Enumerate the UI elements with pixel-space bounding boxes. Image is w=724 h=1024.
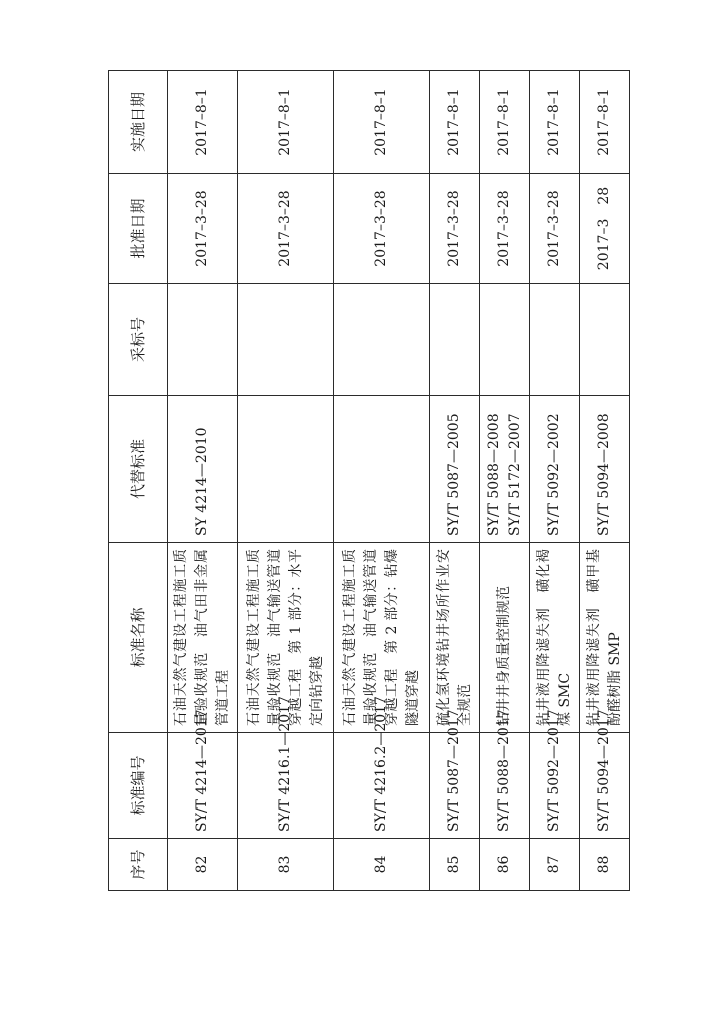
row-replaces: [530, 396, 580, 543]
row-approved: 2017–3–28: [168, 174, 238, 284]
replaced-standard: SY/T 5094—2008: [596, 413, 612, 536]
row-adopted: [480, 284, 530, 396]
row-replaces: [430, 396, 480, 543]
header-replaces: 代替标准: [109, 396, 168, 543]
row-adopted: [334, 284, 430, 396]
row-approved: 2017–3–28: [480, 174, 530, 284]
row-adopted: [580, 284, 630, 396]
row-name: 硫化氢环境钻井场所作业安全规范: [430, 543, 480, 733]
row-no: 82: [168, 839, 238, 891]
table-row: [430, 71, 480, 891]
header-effective: 实施日期: [109, 71, 168, 174]
standards-table-rotated: [108, 71, 623, 891]
row-replaces: [168, 396, 238, 543]
table-row: [334, 71, 430, 891]
replaced-standard: SY/T 5087—2005: [446, 413, 462, 536]
replaced-standard: SY/T 5092—2002: [546, 413, 562, 536]
replaced-standard: SY 4214—2010: [194, 427, 210, 536]
standards-table: [108, 70, 630, 891]
row-name: 钻井液用降滤失剂 磺化褐煤 SMC: [530, 543, 580, 733]
row-no: 86: [480, 839, 530, 891]
row-replaces: [238, 396, 334, 543]
row-effective: 2017–8–1: [430, 71, 480, 174]
row-replaces: [334, 396, 430, 543]
row-code: SY/T 4214—2017: [168, 733, 238, 839]
table-row: [480, 71, 530, 891]
table-row: [168, 71, 238, 891]
row-no: 83: [238, 839, 334, 891]
row-adopted: [430, 284, 480, 396]
row-effective: 2017–8–1: [480, 71, 530, 174]
row-approved: 2017–3–28: [530, 174, 580, 284]
table-row: [530, 71, 580, 891]
row-replaces: [480, 396, 530, 543]
header-name: 标准名称: [109, 543, 168, 733]
row-name: 钻井井身质量控制规范: [480, 543, 530, 733]
row-effective: 2017–8–1: [168, 71, 238, 174]
row-approved: 2017–3 28: [580, 174, 630, 284]
table-row: [238, 71, 334, 891]
row-no: 85: [430, 839, 480, 891]
row-name: 钻井液用降滤失剂 磺甲基酚醛树脂 SMP: [580, 543, 630, 733]
row-name: 石油天然气建设工程施工质量验收规范 油气输送管道穿越工程 第 2 部分：钻爆隧道穿越: [334, 543, 430, 733]
header-approved: 批准日期: [109, 174, 168, 284]
row-name: 石油天然气建设工程施工质量验收规范 油气田非金属管道工程: [168, 543, 238, 733]
replaced-standard: SY/T 5172—2007: [506, 413, 523, 536]
replaced-standard: SY/T 5088—2008: [485, 413, 502, 536]
row-code: SY/T 5092—2017: [530, 733, 580, 839]
row-code: SY/T 5094—2017: [580, 733, 630, 839]
row-code: SY/T 4216.1—2017: [238, 733, 334, 839]
row-no: 84: [334, 839, 430, 891]
header-row: [109, 71, 168, 891]
header-code: 标准编号: [109, 733, 168, 839]
row-code: SY/T 4216.2—2017: [334, 733, 430, 839]
row-adopted: [168, 284, 238, 396]
header-no: 序号: [109, 839, 168, 891]
row-name: 石油天然气建设工程施工质量验收规范 油气输送管道穿越工程 第 1 部分：水平定向钻穿越: [238, 543, 334, 733]
row-no: 88: [580, 839, 630, 891]
row-code: SY/T 5088—2017: [480, 733, 530, 839]
row-effective: 2017–8–1: [580, 71, 630, 174]
row-effective: 2017–8–1: [238, 71, 334, 174]
row-replaces: [580, 396, 630, 543]
row-effective: 2017–8–1: [334, 71, 430, 174]
row-code: SY/T 5087—2017: [430, 733, 480, 839]
row-approved: 2017–3–28: [430, 174, 480, 284]
row-effective: 2017–8–1: [530, 71, 580, 174]
table-row: [580, 71, 630, 891]
row-adopted: [238, 284, 334, 396]
row-approved: 2017–3–28: [334, 174, 430, 284]
row-approved: 2017–3–28: [238, 174, 334, 284]
header-adopted: 采标号: [109, 284, 168, 396]
row-adopted: [530, 284, 580, 396]
row-no: 87: [530, 839, 580, 891]
